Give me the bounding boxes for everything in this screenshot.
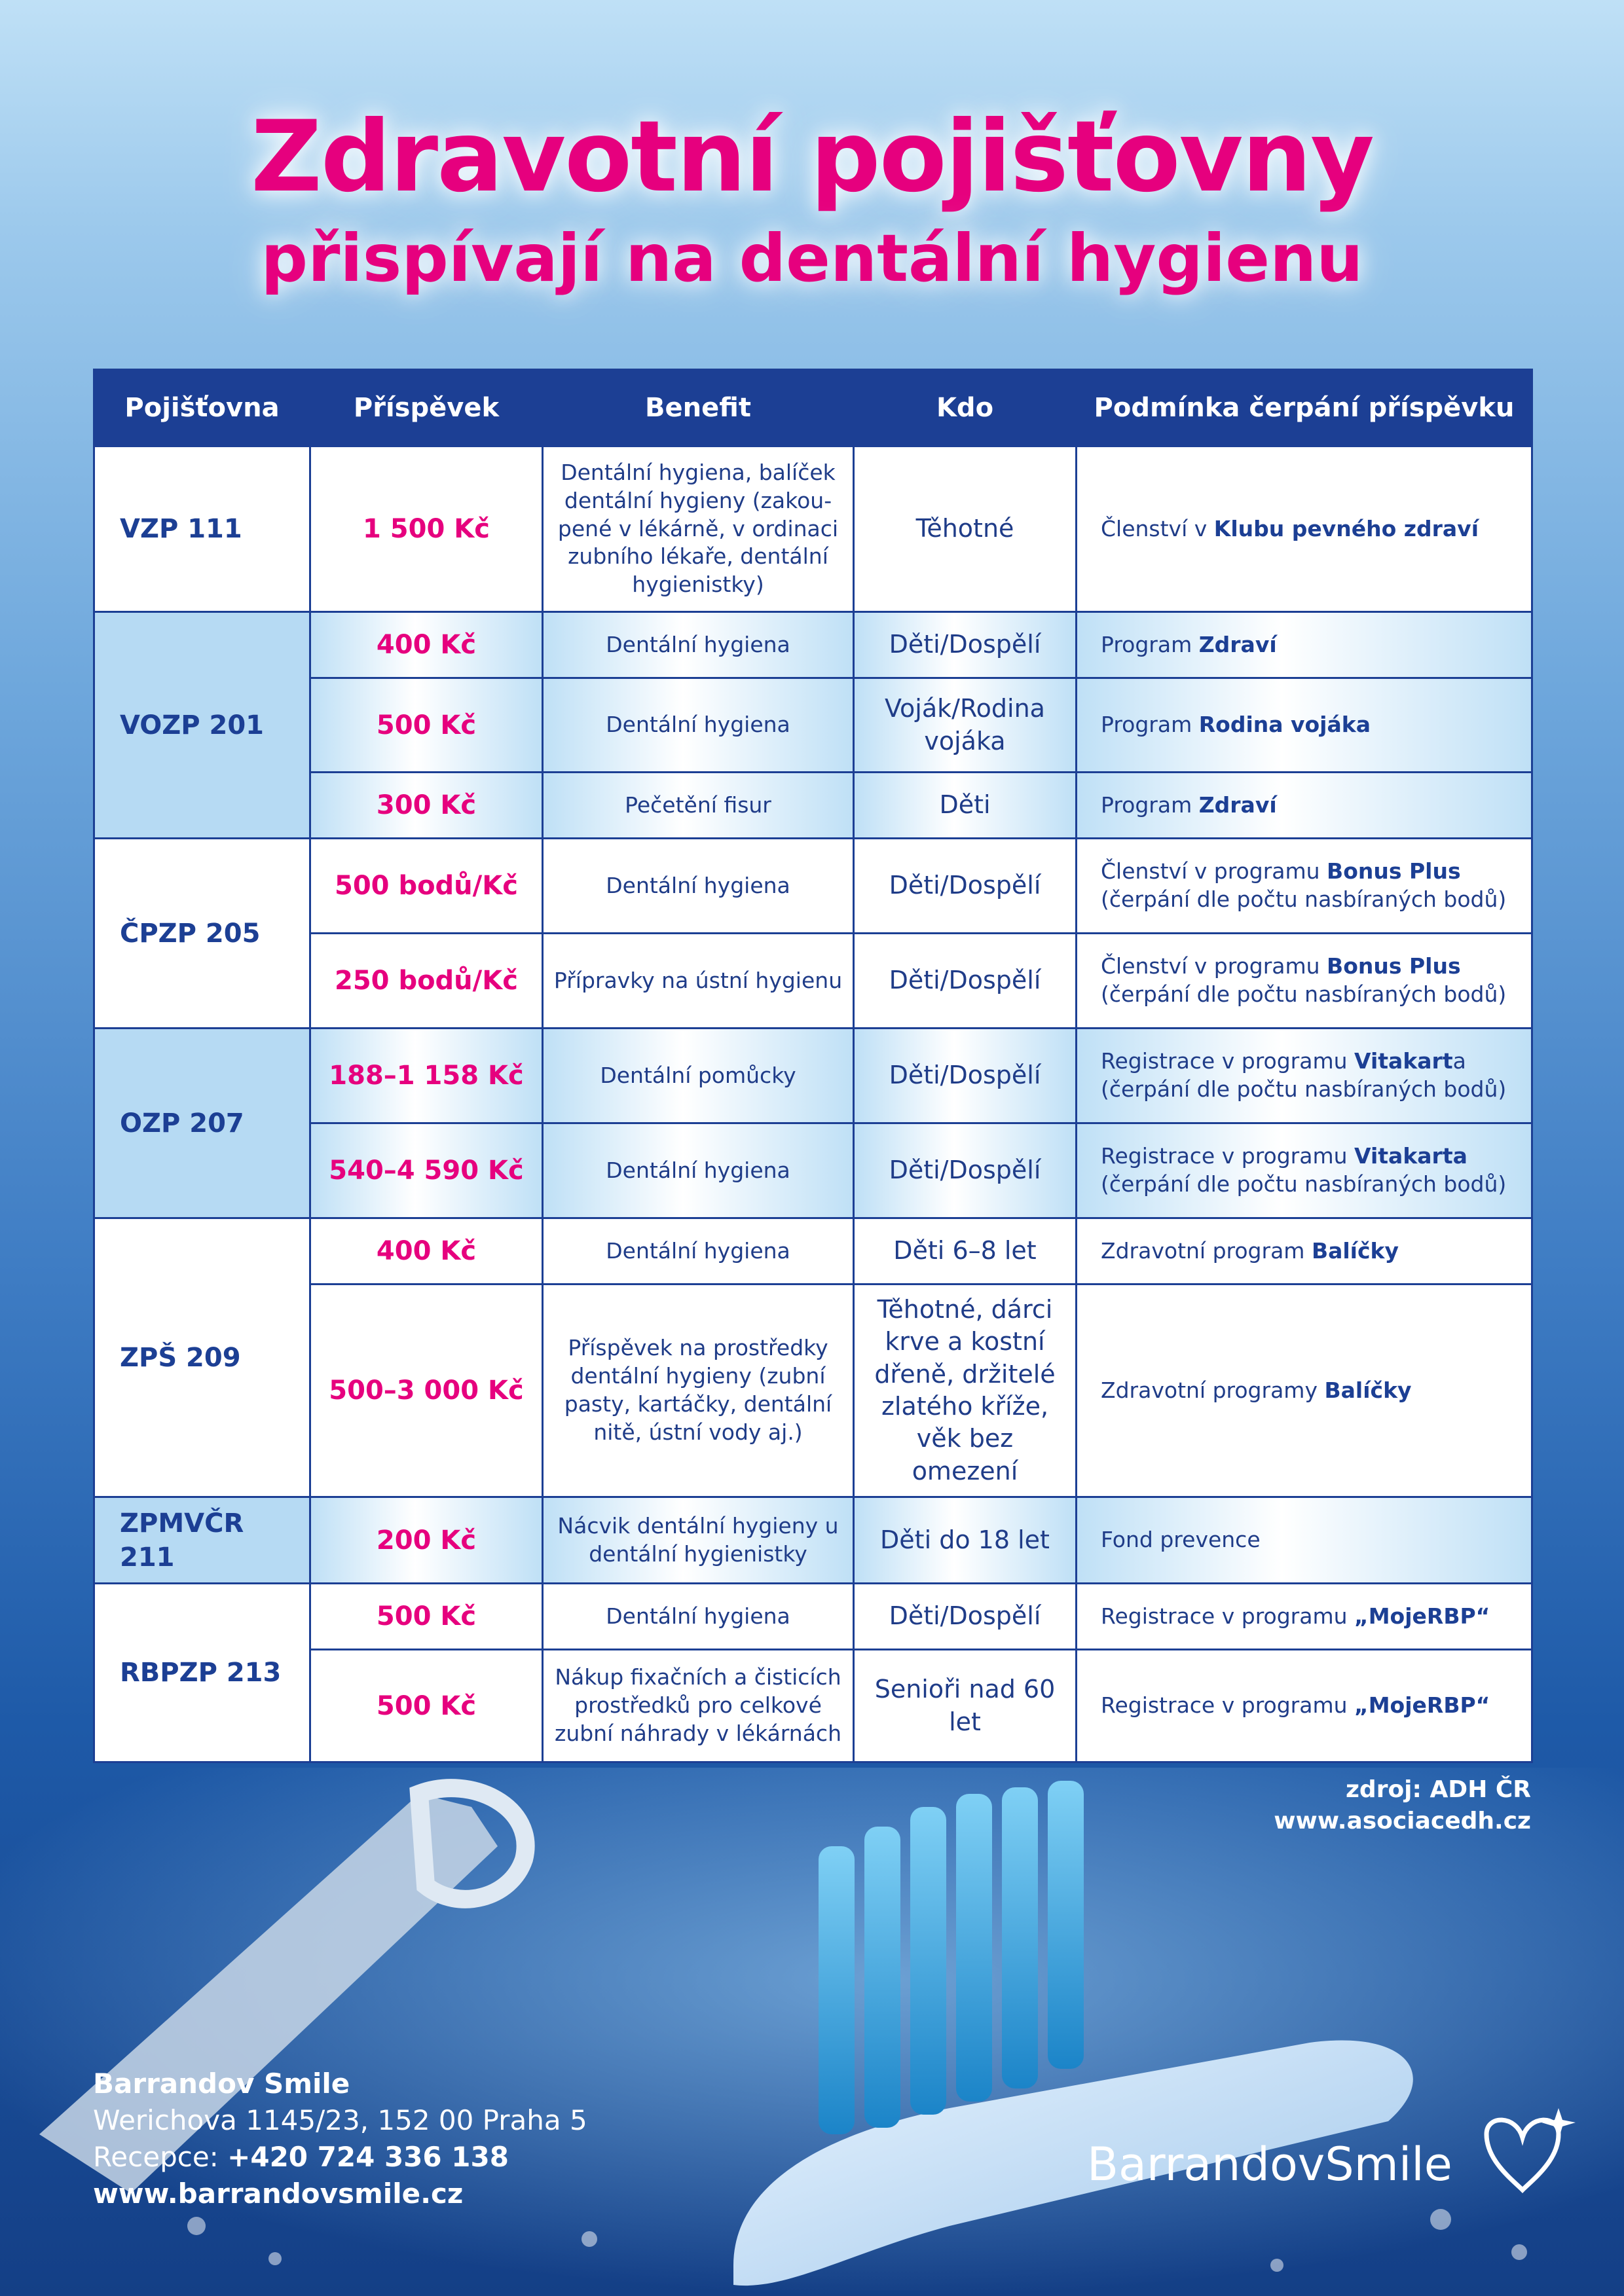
source-note — [1274, 1774, 1531, 1837]
amount-cell: 500 Kč — [310, 1650, 543, 1762]
insurance-table — [93, 369, 1533, 1763]
who-cell: Voják/Rodina vojáka — [854, 678, 1077, 773]
who-cell: Děti/Dospělí — [854, 839, 1077, 934]
table-row — [94, 839, 1532, 934]
clinic-website-link[interactable]: www.barrandovsmile.cz — [93, 2178, 464, 2210]
benefit-cell: Příspěvek na prostředky dentální hygieny (zubní pasty, kartáčky, dentální nitě, ústní vody aj.) — [543, 1285, 854, 1497]
condition-cell: Program Zdraví — [1077, 612, 1532, 678]
who-cell: Děti/Dospělí — [854, 1029, 1077, 1123]
condition-cell: Zdravotní program Balíčky — [1077, 1218, 1532, 1285]
benefit-cell: Přípravky na ústní hygienu — [543, 934, 854, 1029]
insurer-cell: VZP 111 — [94, 446, 310, 612]
amount-cell: 500 bodů/Kč — [310, 839, 543, 934]
poster-title — [0, 98, 1624, 301]
condition-cell: Registrace v programu Vitakarta (čerpání dle počtu nasbíraných bodů) — [1077, 1123, 1532, 1218]
condition-cell: Registrace v programu „MojeRBP“ — [1077, 1584, 1532, 1650]
table-row — [94, 934, 1532, 1029]
brand-logo-text: BarrandovSmile — [1087, 2138, 1452, 2191]
benefit-cell: Dentální hygiena — [543, 1584, 854, 1650]
table-row — [94, 1497, 1532, 1584]
insurer-cell: OZP 207 — [94, 1029, 310, 1218]
table-row — [94, 612, 1532, 678]
brand-logo — [1087, 2108, 1578, 2200]
table-row — [94, 678, 1532, 773]
condition-cell: Program Rodina vojáka — [1077, 678, 1532, 773]
table-row — [94, 1123, 1532, 1218]
clinic-phone[interactable]: +420 724 336 138 — [227, 2141, 509, 2173]
who-cell: Děti/Dospělí — [854, 1584, 1077, 1650]
table-row — [94, 1218, 1532, 1285]
table-row — [94, 773, 1532, 839]
benefit-cell: Pečetění fisur — [543, 773, 854, 839]
insurer-cell: ZPMVČR 211 — [94, 1497, 310, 1584]
who-cell: Děti/Dospělí — [854, 1123, 1077, 1218]
condition-cell: Členství v programu Bonus Plus (čerpání dle počtu nasbíraných bodů) — [1077, 934, 1532, 1029]
source-line-1: zdroj: ADH ČR — [1345, 1776, 1531, 1803]
header-benefit: Benefit — [543, 370, 854, 446]
who-cell: Děti — [854, 773, 1077, 839]
condition-cell: Členství v Klubu pevného zdraví — [1077, 446, 1532, 612]
amount-cell: 540–4 590 Kč — [310, 1123, 543, 1218]
clinic-address: Werichova 1145/23, 152 00 Praha 5 — [93, 2104, 587, 2136]
who-cell: Děti/Dospělí — [854, 934, 1077, 1029]
who-cell: Děti/Dospělí — [854, 612, 1077, 678]
who-cell: Těhotné — [854, 446, 1077, 612]
title-line-2: přispívají na dentální hygienu — [261, 220, 1363, 297]
insurer-cell: RBPZP 213 — [94, 1584, 310, 1762]
condition-cell: Fond prevence — [1077, 1497, 1532, 1584]
title-line-1: Zdravotní pojišťovny — [251, 100, 1373, 214]
condition-cell: Registrace v programu „MojeRBP“ — [1077, 1650, 1532, 1762]
table-row — [94, 1584, 1532, 1650]
benefit-cell: Dentální hygiena — [543, 1218, 854, 1285]
condition-cell: Zdravotní programy Balíčky — [1077, 1285, 1532, 1497]
who-cell: Děti 6–8 let — [854, 1218, 1077, 1285]
insurer-cell: ZPŠ 209 — [94, 1218, 310, 1497]
clinic-name: Barrandov Smile — [93, 2068, 350, 2100]
amount-cell: 500–3 000 Kč — [310, 1285, 543, 1497]
benefit-cell: Dentální hygiena — [543, 839, 854, 934]
amount-cell: 400 Kč — [310, 1218, 543, 1285]
benefit-cell: Nákup fixačních a čisticích prostředků pro celkové zubní náhrady v lékárnách — [543, 1650, 854, 1762]
source-link[interactable]: www.asociacedh.cz — [1274, 1808, 1531, 1834]
benefit-cell: Nácvik dentální hygieny u dentální hygienistky — [543, 1497, 854, 1584]
amount-cell: 300 Kč — [310, 773, 543, 839]
benefit-cell: Dentální hygiena — [543, 678, 854, 773]
benefit-cell: Dentální hygiena, balíček dentální hygieny (zakou-pené v lékárně, v ordinaci zubního lékaře, dentální hygienistky) — [543, 446, 854, 612]
condition-cell: Členství v programu Bonus Plus (čerpání dle počtu nasbíraných bodů) — [1077, 839, 1532, 934]
amount-cell: 500 Kč — [310, 678, 543, 773]
header-who: Kdo — [854, 370, 1077, 446]
benefit-cell: Dentální hygiena — [543, 612, 854, 678]
amount-cell: 250 bodů/Kč — [310, 934, 543, 1029]
table-row — [94, 1285, 1532, 1497]
header-condition: Podmínka čerpání příspěvku — [1077, 370, 1532, 446]
condition-cell: Registrace v programu Vitakarta (čerpání dle počtu nasbíraných bodů) — [1077, 1029, 1532, 1123]
who-cell: Těhotné, dárci krve a kostní dřeně, držitelé zlatého kříže, věk bez omezení — [854, 1285, 1077, 1497]
table-row — [94, 1650, 1532, 1762]
who-cell: Senioři nad 60 let — [854, 1650, 1077, 1762]
insurer-cell: ČPZP 205 — [94, 839, 310, 1029]
amount-cell: 400 Kč — [310, 612, 543, 678]
benefit-cell: Dentální hygiena — [543, 1123, 854, 1218]
benefit-cell: Dentální pomůcky — [543, 1029, 854, 1123]
who-cell: Děti do 18 let — [854, 1497, 1077, 1584]
amount-cell: 1 500 Kč — [310, 446, 543, 612]
toothbrush-illustration — [0, 1768, 1624, 2296]
clinic-phone-line: Recepce: +420 724 336 138 — [93, 2141, 509, 2173]
header-contribution: Příspěvek — [310, 370, 543, 446]
amount-cell: 200 Kč — [310, 1497, 543, 1584]
amount-cell: 188–1 158 Kč — [310, 1029, 543, 1123]
header-insurer: Pojišťovna — [94, 370, 310, 446]
table-row — [94, 446, 1532, 612]
table-header-row — [94, 370, 1532, 446]
condition-cell: Program Zdraví — [1077, 773, 1532, 839]
amount-cell: 500 Kč — [310, 1584, 543, 1650]
tooth-heart-icon — [1467, 2108, 1578, 2200]
contact-block — [93, 2066, 587, 2212]
table-row — [94, 1029, 1532, 1123]
insurer-cell: VOZP 201 — [94, 612, 310, 839]
